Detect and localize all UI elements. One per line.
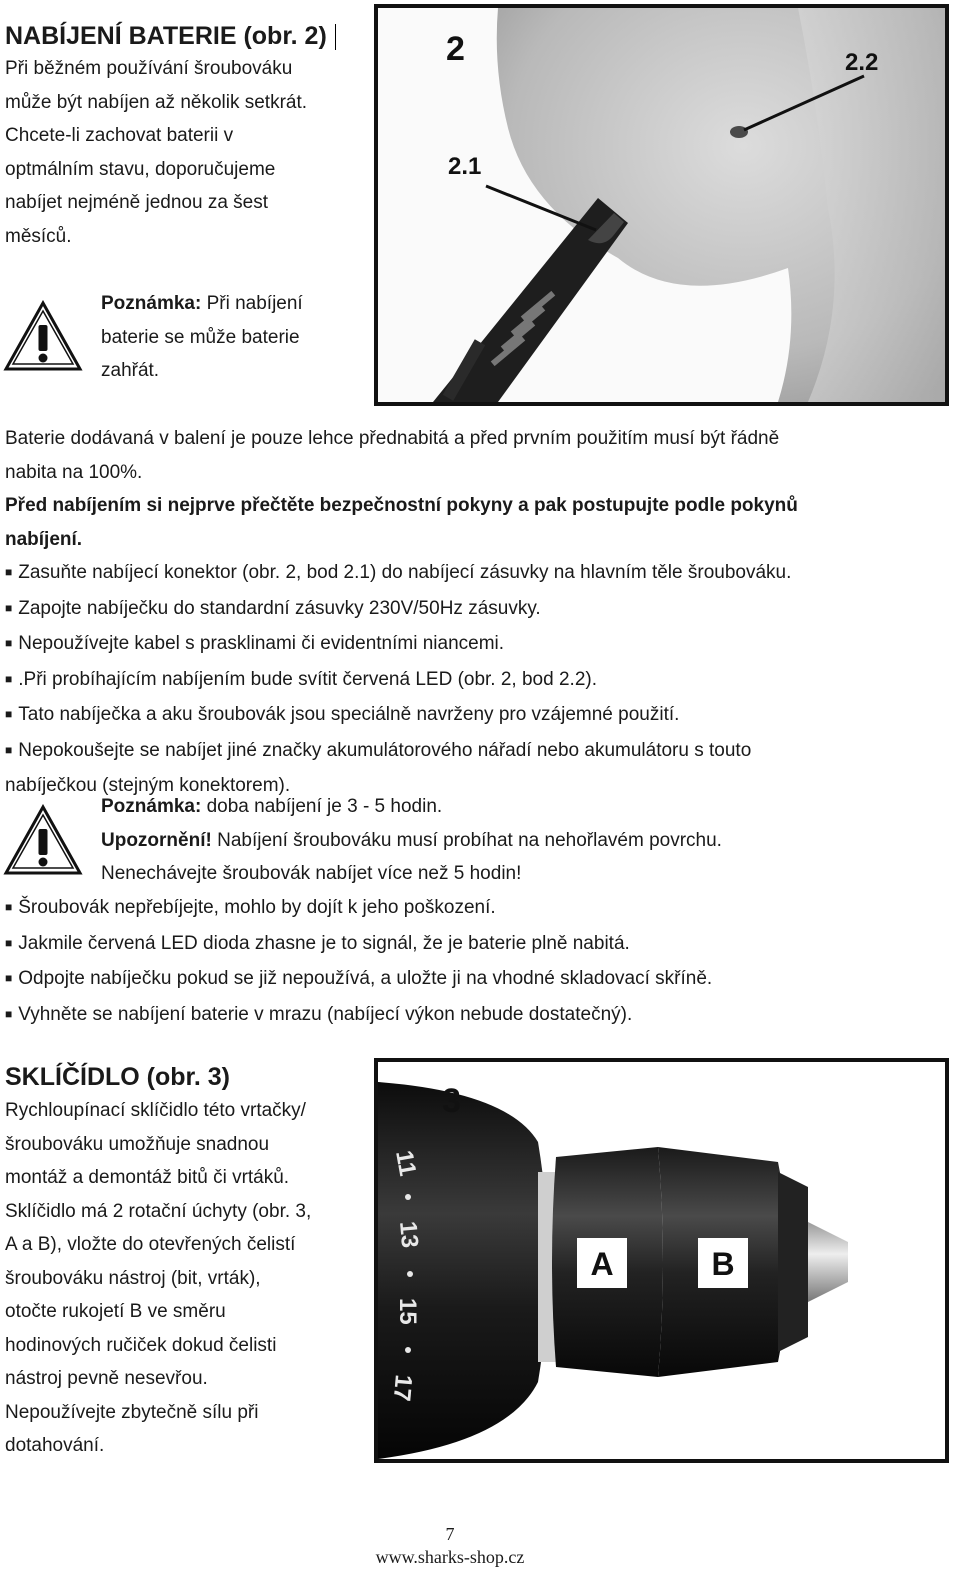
- note-2-block: [101, 790, 722, 891]
- step-text: Tato nabíječka a aku šroubovák jsou speciálně navrženy pro vzájemné použití.: [18, 704, 680, 725]
- bullet-icon: [5, 598, 18, 619]
- intro-line: Při běžném používání šroubováku: [5, 58, 293, 79]
- intro-line: Chcete-li zachovat baterii v: [5, 125, 234, 146]
- scale-label: 17: [387, 1373, 417, 1403]
- chuck-line: šroubováku nástroj (bit, vrták),: [5, 1267, 261, 1289]
- step-text: Jakmile červená LED dioda zhasne je to signál, že je baterie plně nabitá.: [18, 932, 630, 954]
- chuck-line: šroubováku umožňuje snadnou: [5, 1133, 270, 1155]
- chuck-line: montáž a demontáž bitů či vrtáků.: [5, 1167, 290, 1188]
- step-item: [5, 556, 798, 592]
- step-text: Nepokoušejte se nabíjet jiné značky akumulátorového nářadí nebo akumulátoru s touto: [18, 739, 752, 761]
- chuck-line: nástroj pevně nesevřou.: [5, 1368, 208, 1389]
- step-item: [5, 927, 712, 963]
- text-cursor: [335, 24, 336, 50]
- figure-2-label-22: 2.2: [845, 49, 879, 76]
- figure-3-label-b: B: [711, 1246, 735, 1282]
- warning-label: Upozornění!: [101, 829, 212, 851]
- bullet-icon: [5, 704, 18, 725]
- step-item: [5, 962, 712, 998]
- intro-line: měsíců.: [5, 225, 72, 247]
- scale-label: 15: [394, 1298, 421, 1325]
- scale-label: 11: [390, 1148, 422, 1179]
- note-1-line: baterie se může baterie: [101, 326, 300, 348]
- warning-text: Nabíjení šroubováku musí probíhat na nehořlavém povrchu.: [217, 829, 722, 851]
- note-1-label: Poznámka:: [101, 293, 202, 314]
- chuck-line: Sklíčidlo má 2 rotační úchyty (obr. 3,: [5, 1200, 312, 1222]
- battery-paragraph: [5, 422, 798, 803]
- warning-triangle-icon: [3, 804, 83, 876]
- step-item: [5, 998, 712, 1034]
- step-text: Zasuňte nabíjecí konektor (obr. 2, bod 2.1) do nabíjecí zásuvky na hlavním těle šroubováku.: [18, 562, 792, 583]
- step-item: [5, 698, 798, 734]
- step-item: [5, 734, 798, 770]
- figure-3-number: 3: [442, 1082, 461, 1120]
- note-2-label: Poznámka:: [101, 796, 202, 817]
- step-item: [5, 627, 798, 663]
- charging-intro: [5, 52, 307, 253]
- warning-line-2: Nenechávejte šroubovák nabíjet více než 5 hodin!: [101, 863, 522, 884]
- bullet-icon: [5, 1004, 18, 1025]
- bullet-icon: [5, 933, 18, 954]
- chuck-line: hodinových ručiček dokud čelisti: [5, 1334, 277, 1356]
- battery-line: Baterie dodávaná v balení je pouze lehce přednabitá a před prvním použitím musí být řádně: [5, 428, 780, 449]
- note-1-line: Při nabíjení: [206, 293, 303, 314]
- chuck-line: A a B), vložte do otevřených čelistí: [5, 1234, 296, 1255]
- figure-2-photo: [374, 4, 949, 406]
- bullet-icon: [5, 968, 18, 989]
- step-text: .Při probíhajícím nabíjením bude svítit červená LED (obr. 2, bod 2.2).: [18, 668, 597, 690]
- bullet-icon: [5, 669, 18, 690]
- safety-line: nabíjení.: [5, 528, 83, 550]
- figure-2-label-21: 2.1: [448, 153, 482, 180]
- step-continuation: nabíječkou (stejným konektorem).: [5, 775, 291, 796]
- step-item: [5, 592, 798, 628]
- intro-line: optmálním stavu, doporučujeme: [5, 158, 276, 180]
- steps-2: [5, 891, 712, 1033]
- scale-label: 13: [394, 1220, 424, 1250]
- intro-line: nabíjet nejméně jednou za šest: [5, 192, 269, 213]
- figure-2-number: 2: [446, 30, 465, 68]
- note-1: [101, 287, 303, 388]
- bullet-icon: [5, 562, 18, 583]
- chuck-line: dotahování.: [5, 1435, 105, 1456]
- safety-line: Před nabíjením si nejprve přečtěte bezpečnostní pokyny a pak postupujte podle pokynů: [5, 495, 798, 516]
- bullet-icon: [5, 633, 18, 654]
- bullet-icon: [5, 740, 18, 761]
- warning-triangle-icon: [3, 300, 83, 372]
- chuck-paragraph: [5, 1094, 311, 1463]
- footer-url: www.sharks-shop.cz: [375, 1547, 525, 1567]
- charging-title: NABÍJENÍ BATERIE (obr. 2): [5, 22, 327, 50]
- step-text: Šroubovák nepřebíjejte, mohlo by dojít k jeho poškození.: [18, 897, 496, 918]
- note-1-line: zahřát.: [101, 360, 160, 381]
- bullet-icon: [5, 897, 18, 918]
- step-text: Nepoužívejte kabel s prasklinami či evidentními niancemi.: [18, 633, 505, 654]
- chuck-line: Rychloupínací sklíčidlo této vrtačky/: [5, 1100, 306, 1121]
- intro-line: může být nabíjen až několik setkrát.: [5, 91, 308, 113]
- note-2-text: doba nabíjení je 3 - 5 hodin.: [206, 796, 443, 817]
- figure-3-label-a: A: [590, 1246, 614, 1282]
- figure-3-photo: [374, 1058, 949, 1463]
- step-item: [5, 663, 798, 699]
- page-number: 7: [445, 1524, 455, 1544]
- battery-line: nabita na 100%.: [5, 461, 143, 483]
- step-text: Odpojte nabíječku pokud se již nepoužívá, a uložte ji na vhodné skladovací skříně.: [18, 968, 713, 989]
- step-text: Vyhněte se nabíjení baterie v mrazu (nabíjecí výkon nebude dostatečný).: [18, 1003, 633, 1025]
- step-text: Zapojte nabíječku do standardní zásuvky 230V/50Hz zásuvky.: [18, 597, 541, 619]
- chuck-line: Nepoužívejte zbytečně sílu při: [5, 1401, 259, 1423]
- step-item: [5, 891, 712, 927]
- chuck-title: SKLÍČÍDLO (obr. 3): [5, 1063, 230, 1091]
- chuck-line: otočte rukojetí B ve směru: [5, 1301, 226, 1322]
